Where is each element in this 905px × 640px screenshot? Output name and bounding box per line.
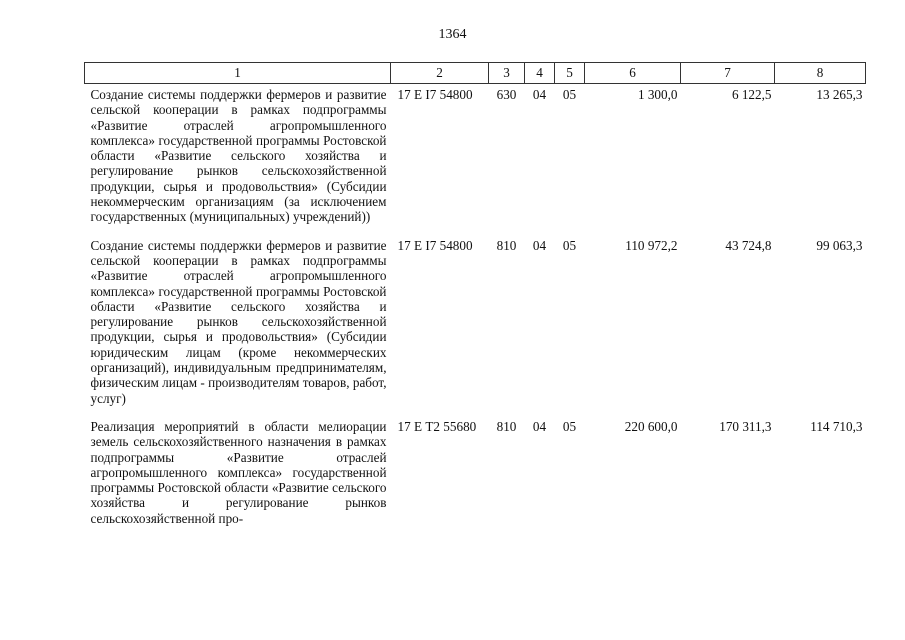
row-amount-col8: 99 063,3 [816,237,863,253]
row-section: 04 [532,87,547,102]
row-target-code: 17 Е T2 55680 [397,418,477,434]
row-section: 04 [532,237,547,253]
budget-table [84,62,866,536]
header-cell-7: 7 [681,63,775,84]
row-amount-col8: 13 265,3 [816,87,863,102]
row-expense-type: 630 [496,87,517,102]
row-target-code: 17 Е I7 54800 [397,237,473,253]
row-amount-col6: 110 972,2 [625,237,678,253]
row-subsection: 05 [562,237,577,253]
row-amount-col7: 170 311,3 [719,418,772,434]
table-row [85,416,866,536]
header-cell-5: 5 [555,63,585,84]
row-description: Реализация мероприятий в области мелиорации земель сельскохозяйственного назначения в рамках подпрограммы «Развитие отраслей агропромышленного комплекса» государственной программы Ростовской области «Развитие сельского хозяйства и регулирование рынков сельскохозяйственной про- [90,418,387,526]
page-number: 1364 [438,27,467,42]
header-cell-1: 1 [85,63,391,84]
row-amount-col7: 6 122,5 [731,87,772,102]
row-description: Создание системы поддержки фермеров и развитие сельской кооперации в рамках подпрограммы «Развитие отраслей агропромышленного комплекса» государственной программы Ростовской области «Развитие сельского хозяйства и регулирование рынков сельскохозяйственной продукции, сырья и продовольствия» (Субсидии юридическим лицам (кроме некоммерческих организаций), индивидуальным предпринимателям, физическим лицам - производителям товаров, работ, услуг) [90,237,387,406]
header-cell-3: 3 [489,63,525,84]
row-expense-type: 810 [496,237,517,253]
row-section: 04 [532,418,547,434]
table-row [85,84,866,235]
header-cell-2: 2 [391,63,489,84]
header-cell-6: 6 [585,63,681,84]
row-amount-col6: 220 600,0 [624,418,678,434]
row-subsection: 05 [562,418,577,434]
row-subsection: 05 [562,87,577,102]
header-cell-8: 8 [775,63,866,84]
row-amount-col7: 43 724,8 [725,237,772,253]
row-amount-col6: 1 300,0 [637,87,678,102]
row-amount-col8: 114 710,3 [810,418,863,434]
row-description: Создание системы поддержки фермеров и развитие сельской кооперации в рамках подпрограммы «Развитие отраслей агропромышленного комплекса» государственной программы Ростовской области «Развитие сельского хозяйства и регулирование рынков сельскохозяйственной продукции, сырья и продовольствия» (Субсидии некоммерческим организациям (за исключением государственных (муниципальных) учреждений)) [90,87,387,225]
header-row [85,63,866,84]
row-expense-type: 810 [496,418,517,434]
row-target-code: 17 Е I7 54800 [397,87,473,102]
header-cell-4: 4 [525,63,555,84]
table-row [85,235,866,416]
